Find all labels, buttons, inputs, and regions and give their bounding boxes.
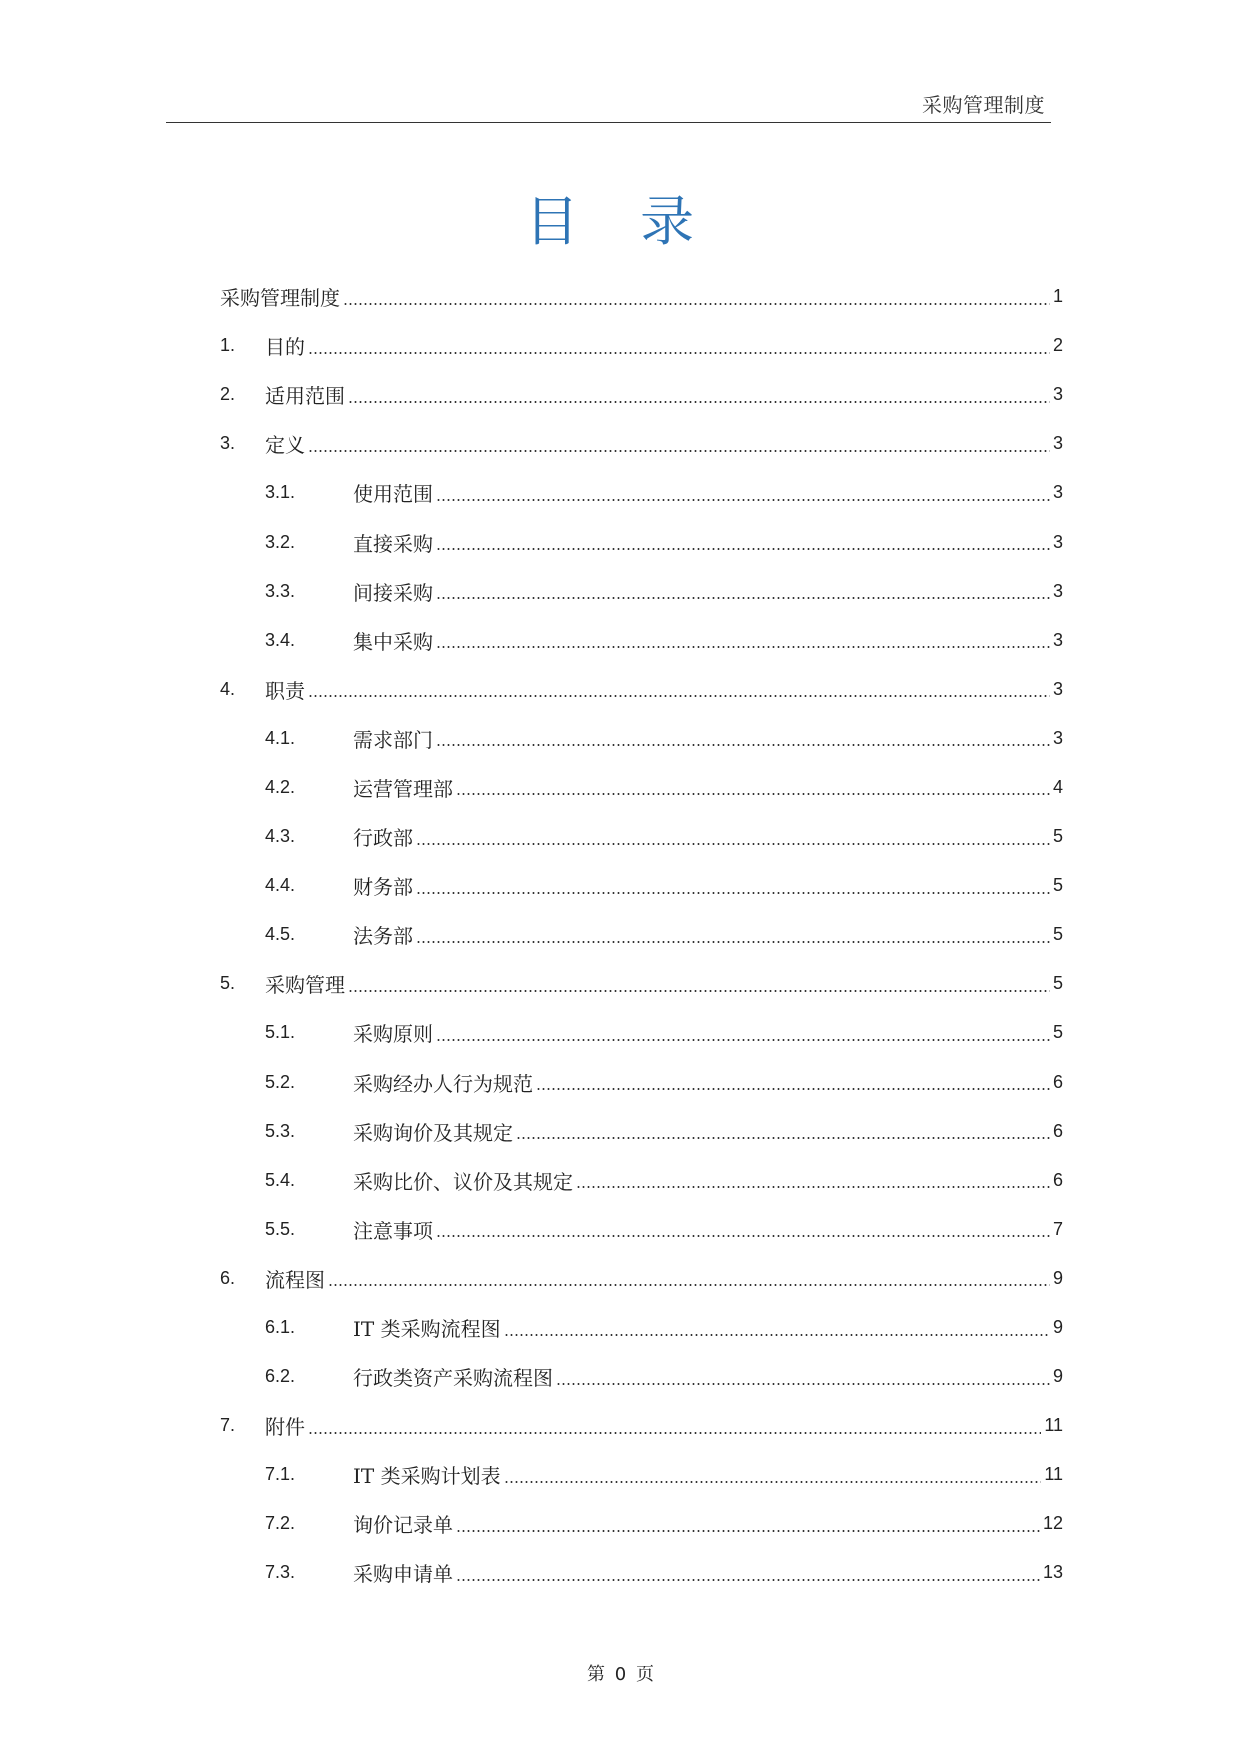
toc-dot-leader: [436, 1235, 1050, 1237]
toc-dot-leader: [576, 1186, 1050, 1188]
toc-entry-page: 7: [1052, 1218, 1063, 1239]
toc-dot-leader: [348, 401, 1050, 403]
toc-entry[interactable]: [220, 1401, 1063, 1450]
toc-entry[interactable]: [220, 1450, 1063, 1499]
toc-entry-label: 财务部: [353, 875, 413, 900]
toc-entry[interactable]: [220, 370, 1063, 419]
toc-entry[interactable]: [220, 665, 1063, 714]
toc-entry[interactable]: [220, 763, 1063, 812]
toc-dot-leader: [556, 1383, 1050, 1385]
toc-entry-label: IT 类采购流程图: [353, 1317, 501, 1342]
toc-entry-page: 9: [1052, 1366, 1063, 1387]
toc-entry-label: 集中采购: [353, 629, 433, 654]
footer-suffix: 页: [635, 1664, 654, 1685]
toc-entry-label: 询价记录单: [353, 1513, 453, 1538]
toc-entry-number: 3.1.: [265, 482, 296, 503]
toc-entry[interactable]: [220, 1058, 1063, 1107]
toc-entry-label: IT 类采购计划表: [353, 1464, 501, 1489]
toc-entry-page: 9: [1052, 1267, 1063, 1288]
toc-entry-label: 需求部门: [353, 727, 433, 752]
toc-entry-number: 5.: [220, 973, 236, 994]
toc-entry-page: 3: [1052, 580, 1063, 601]
toc-entry[interactable]: [220, 861, 1063, 910]
toc-entry-page: 5: [1052, 924, 1063, 945]
toc-entry-page: 6: [1052, 1169, 1063, 1190]
toc-dot-leader: [504, 1481, 1042, 1483]
header-title: 采购管理制度: [922, 93, 1045, 117]
toc-dot-leader: [348, 990, 1050, 992]
toc-entry[interactable]: [220, 272, 1063, 321]
toc-dot-leader: [436, 499, 1050, 501]
toc-entry-label: 采购申请单: [353, 1562, 453, 1587]
toc-entry-page: 6: [1052, 1071, 1063, 1092]
toc-entry[interactable]: [220, 517, 1063, 566]
toc-entry-page: 12: [1042, 1513, 1063, 1534]
toc-entry-number: 6.1.: [265, 1317, 296, 1338]
page-header: [166, 92, 1051, 123]
toc-entry[interactable]: [220, 419, 1063, 468]
toc-entry-page: 5: [1052, 826, 1063, 847]
toc-entry-label: 采购管理: [265, 973, 345, 998]
toc-entry-label: 采购比价、议价及其规定: [353, 1169, 573, 1194]
toc-entry-page: 3: [1052, 433, 1063, 454]
toc-entry-number: 4.4.: [265, 875, 296, 896]
toc-entry-label: 流程图: [265, 1267, 325, 1292]
toc-dot-leader: [456, 1530, 1040, 1532]
toc-entry-label: 职责: [265, 678, 305, 703]
toc-entry-number: 3.: [220, 433, 236, 454]
toc-dot-leader: [328, 1284, 1050, 1286]
toc-dot-leader: [416, 843, 1050, 845]
toc-entry-label: 行政类资产采购流程图: [353, 1366, 553, 1391]
toc-entry-number: 2.: [220, 384, 236, 405]
toc-dot-leader: [456, 793, 1050, 795]
toc-heading: 目 录: [524, 190, 717, 253]
toc-entry-number: 4.1.: [265, 727, 296, 748]
toc-entry-page: 5: [1052, 1022, 1063, 1043]
toc-entry-number: 5.3.: [265, 1120, 296, 1141]
footer-prefix: 第: [587, 1664, 606, 1685]
toc-entry[interactable]: [220, 1254, 1063, 1303]
toc-entry-label: 目的: [265, 335, 305, 360]
toc-dot-leader: [308, 352, 1050, 354]
toc-entry-label: 直接采购: [353, 531, 433, 556]
toc-dot-leader: [436, 548, 1050, 550]
toc-entry-number: 3.2.: [265, 531, 296, 552]
toc-entry-label: 使用范围: [353, 482, 433, 507]
toc-entry-number: 4.: [220, 678, 236, 699]
toc-entry[interactable]: [220, 1008, 1063, 1057]
toc-entry[interactable]: [220, 959, 1063, 1008]
toc-entry-page: 4: [1052, 776, 1063, 797]
toc-entry-page: 3: [1052, 482, 1063, 503]
toc-dot-leader: [456, 1579, 1040, 1581]
footer-page-number: 0: [614, 1664, 627, 1685]
toc-dot-leader: [416, 892, 1050, 894]
toc-entry-number: 5.5.: [265, 1218, 296, 1239]
toc-entry-label: 注意事项: [353, 1218, 433, 1243]
toc-entry[interactable]: [220, 910, 1063, 959]
toc-dot-leader: [343, 303, 1050, 305]
toc-entry[interactable]: [220, 567, 1063, 616]
toc-entry[interactable]: [220, 714, 1063, 763]
toc-entry-number: 3.3.: [265, 580, 296, 601]
toc-dot-leader: [536, 1088, 1050, 1090]
toc-entry-number: 6.: [220, 1267, 236, 1288]
toc-entry[interactable]: [220, 1352, 1063, 1401]
toc-entry-label: 法务部: [353, 924, 413, 949]
toc-entry-label: 采购原则: [353, 1022, 433, 1047]
toc-entry[interactable]: [220, 812, 1063, 861]
toc-entry-number: 7.: [220, 1415, 236, 1436]
toc-entry-label: 采购管理制度: [220, 286, 340, 311]
toc-entry[interactable]: [220, 468, 1063, 517]
toc-entry-number: 1.: [220, 335, 236, 356]
toc-entry-page: 6: [1052, 1120, 1063, 1141]
toc-entry-page: 5: [1052, 875, 1063, 896]
toc-entry-page: 1: [1052, 286, 1063, 307]
toc-dot-leader: [308, 1432, 1041, 1434]
toc-entry-page: 3: [1052, 678, 1063, 699]
toc-entry-page: 13: [1042, 1562, 1063, 1583]
toc-entry-page: 3: [1052, 629, 1063, 650]
toc-entry-number: 5.4.: [265, 1169, 296, 1190]
toc-entry-number: 7.3.: [265, 1562, 296, 1583]
toc-entry-page: 3: [1052, 531, 1063, 552]
toc-dot-leader: [504, 1334, 1050, 1336]
toc-entry[interactable]: [220, 1548, 1063, 1597]
toc-entry-label: 定义: [265, 433, 305, 458]
page-footer: [0, 1660, 1241, 1686]
toc-entry-label: 附件: [265, 1415, 305, 1440]
toc-dot-leader: [436, 597, 1050, 599]
toc-entry-page: 11: [1044, 1464, 1063, 1485]
toc-entry-number: 3.4.: [265, 629, 296, 650]
toc-entry-page: 9: [1052, 1317, 1063, 1338]
toc-entry-number: 7.1.: [265, 1464, 296, 1485]
table-of-contents: [220, 272, 1063, 1598]
toc-entry[interactable]: [220, 1205, 1063, 1254]
toc-entry-number: 4.5.: [265, 924, 296, 945]
toc-entry[interactable]: [220, 1499, 1063, 1548]
toc-dot-leader: [436, 646, 1050, 648]
toc-entry-label: 行政部: [353, 826, 413, 851]
toc-entry-page: 11: [1044, 1415, 1063, 1436]
toc-dot-leader: [436, 1039, 1050, 1041]
toc-entry-number: 4.3.: [265, 826, 296, 847]
toc-dot-leader: [308, 695, 1050, 697]
toc-entry-page: 3: [1052, 727, 1063, 748]
toc-entry-number: 6.2.: [265, 1366, 296, 1387]
toc-entry[interactable]: [220, 1107, 1063, 1156]
toc-entry-page: 2: [1052, 335, 1063, 356]
toc-dot-leader: [436, 744, 1050, 746]
toc-entry-number: 4.2.: [265, 776, 296, 797]
toc-dot-leader: [308, 450, 1050, 452]
toc-entry-number: 5.2.: [265, 1071, 296, 1092]
toc-entry-label: 采购询价及其规定: [353, 1120, 513, 1145]
toc-entry-label: 采购经办人行为规范: [353, 1071, 533, 1096]
toc-entry[interactable]: [220, 1303, 1063, 1352]
toc-dot-leader: [516, 1137, 1050, 1139]
toc-entry[interactable]: [220, 616, 1063, 665]
toc-dot-leader: [416, 941, 1050, 943]
toc-entry-number: 7.2.: [265, 1513, 296, 1534]
toc-entry-page: 3: [1052, 384, 1063, 405]
toc-entry[interactable]: [220, 321, 1063, 370]
toc-entry[interactable]: [220, 1156, 1063, 1205]
toc-entry-label: 适用范围: [265, 384, 345, 409]
toc-entry-label: 运营管理部: [353, 776, 453, 801]
toc-entry-page: 5: [1052, 973, 1063, 994]
toc-entry-label: 间接采购: [353, 580, 433, 605]
toc-entry-number: 5.1.: [265, 1022, 296, 1043]
